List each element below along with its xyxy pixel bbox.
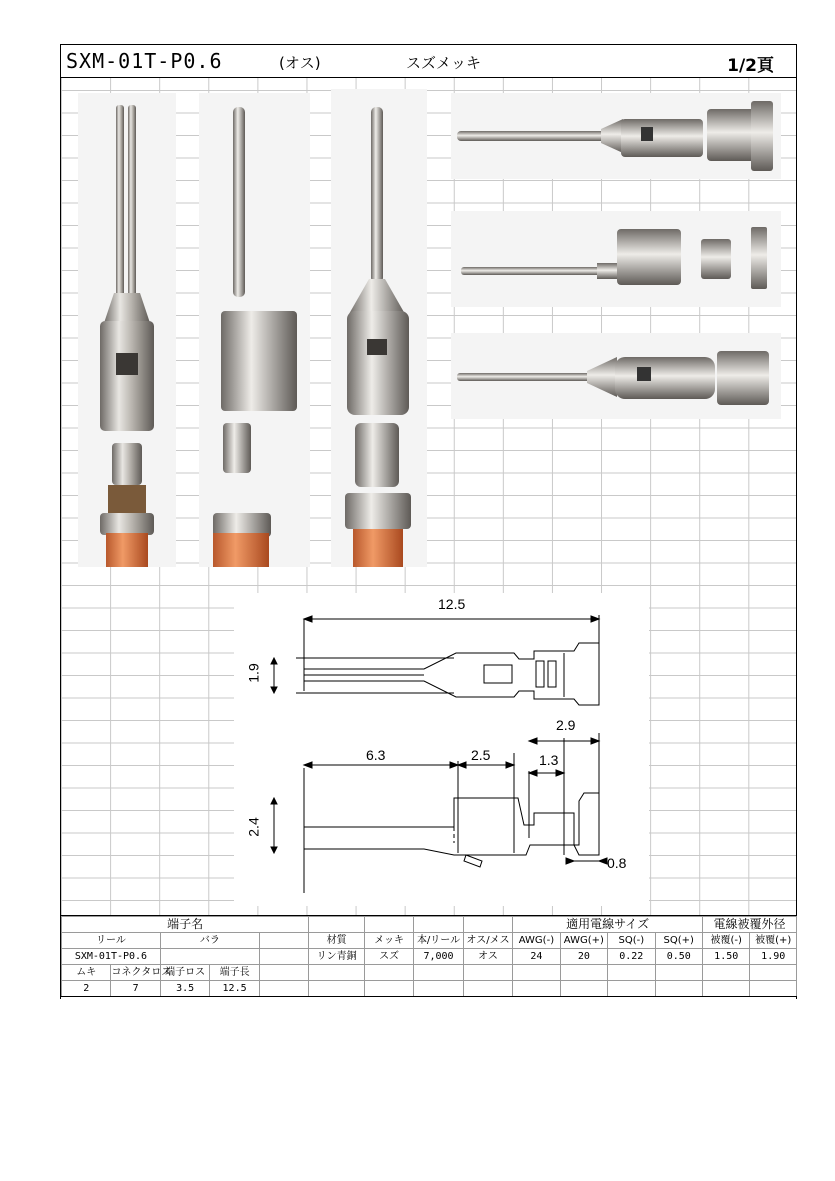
pin-photo-side xyxy=(199,93,310,567)
terminal-loss-value: 3.5 xyxy=(160,981,209,997)
dim-crimp-length: 2.9 xyxy=(556,717,576,733)
ins-min-value: 1.50 xyxy=(703,949,750,965)
side-photo-profile xyxy=(451,211,781,307)
datasheet xyxy=(60,44,797,999)
page-indicator: 1/2頁 xyxy=(727,56,774,76)
qty-label: 本/リール xyxy=(414,933,463,949)
side-photo-bottom xyxy=(451,333,781,419)
header-bar xyxy=(61,45,796,78)
bulk-value xyxy=(160,949,259,965)
ins-max-label: 被覆(+) xyxy=(750,933,797,949)
terminal-length-value: 12.5 xyxy=(210,981,259,997)
sq-min-value: 0.22 xyxy=(608,949,655,965)
gender-value: オス xyxy=(463,949,512,965)
dim-contact-length: 6.3 xyxy=(366,747,386,763)
reel-label: リール xyxy=(62,933,161,949)
awg-min-label: AWG(-) xyxy=(513,933,560,949)
terminal-name-header: 端子名 xyxy=(62,917,309,933)
strip-value: 2 xyxy=(62,981,111,997)
dim-overall-length: 12.5 xyxy=(438,596,466,612)
qty-value: 7,000 xyxy=(414,949,463,965)
dim-width: 1.9 xyxy=(245,663,262,683)
material-value: リン青銅 xyxy=(309,949,365,965)
awg-max-label: AWG(+) xyxy=(560,933,607,949)
dim-tab: 0.8 xyxy=(607,855,627,871)
strip-label: ムキ xyxy=(62,965,111,981)
sq-min-label: SQ(-) xyxy=(608,933,655,949)
dim-body-length: 2.5 xyxy=(471,747,491,763)
awg-max-value: 20 xyxy=(560,949,607,965)
wire-size-header: 適用電線サイズ xyxy=(513,917,703,933)
spec-table xyxy=(61,915,796,1001)
plating-label: メッキ xyxy=(364,933,413,949)
insulation-header: 電線被覆外径 xyxy=(703,917,797,933)
pin-photo-back xyxy=(331,89,427,567)
gender-col-label: オス/メス xyxy=(463,933,512,949)
dim-height: 2.4 xyxy=(245,817,262,837)
material-label: 材質 xyxy=(309,933,365,949)
ins-max-value: 1.90 xyxy=(750,949,797,965)
connector-loss-value: 7 xyxy=(111,981,160,997)
reel-value: SXM-01T-P0.6 xyxy=(62,949,161,965)
plating-value: スズ xyxy=(364,949,413,965)
awg-min-value: 24 xyxy=(513,949,560,965)
side-photo-top xyxy=(451,93,781,179)
part-number: SXM-01T-P0.6 xyxy=(66,49,223,73)
pin-photo-front xyxy=(78,93,176,567)
dim-insulation-crimp: 1.3 xyxy=(539,752,559,768)
connector-loss-label: コネクタロス xyxy=(111,965,160,981)
plating-label: スズメッキ xyxy=(406,54,482,72)
ins-min-label: 被覆(-) xyxy=(703,933,750,949)
terminal-loss-label: 端子ロス xyxy=(160,965,209,981)
bulk-label: バラ xyxy=(160,933,259,949)
sq-max-label: SQ(+) xyxy=(655,933,702,949)
technical-drawing xyxy=(234,593,649,906)
sq-max-value: 0.50 xyxy=(655,949,702,965)
gender-label: (オス) xyxy=(279,54,321,72)
terminal-length-label: 端子長 xyxy=(210,965,259,981)
